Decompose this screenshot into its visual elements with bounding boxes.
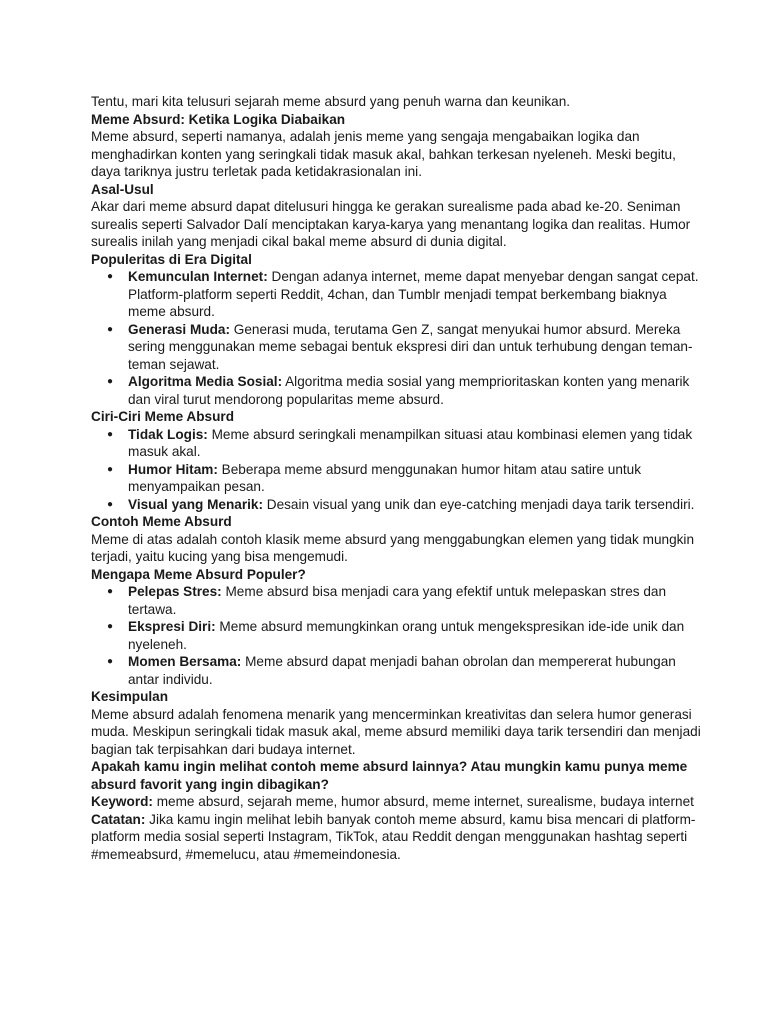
heading-populeritas: Populeritas di Era Digital — [91, 251, 252, 267]
item-text: Generasi muda, terutama Gen Z, sangat menyukai humor absurd. Mereka sering menggunakan meme sebagai bentuk ekspresi diri dan untuk terhubung dengan teman-teman sejawat. — [128, 321, 693, 372]
heading-asal-usul: Asal-Usul — [91, 181, 154, 197]
item-text: Desain visual yang unik dan eye-catching menjadi daya tarik tersendiri. — [262, 496, 695, 512]
list-item — [91, 618, 708, 653]
item-label: Ekspresi Diri: — [128, 619, 216, 634]
list-item — [91, 426, 708, 461]
intro-paragraph: Tentu, mari kita telusuri sejarah meme absurd yang penuh warna dan keunikan. — [91, 94, 571, 109]
item-label: Visual yang Menarik: — [128, 496, 263, 512]
item-label: Generasi Muda: — [128, 321, 230, 337]
paragraph-contoh: Meme di atas adalah contoh klasik meme absurd yang menggabungkan elemen yang tidak mungkin terjadi, yaitu kucing yang bisa mengemudi. — [91, 531, 695, 564]
list-item — [91, 321, 708, 374]
item-text: Algoritma media sosial yang memprioritaskan konten yang menarik dan viral turut mendorong popularitas meme absurd. — [128, 374, 690, 407]
item-text: Meme absurd bisa menjadi cara yang efektif untuk melepaskan stres dan tertawa. — [128, 584, 667, 617]
note-label: Catatan: — [91, 811, 146, 827]
list-item — [91, 583, 708, 618]
item-text: Meme absurd seringkali menampilkan situasi atau kombinasi elemen yang tidak masuk akal. — [128, 426, 693, 459]
item-label: Humor Hitam: — [128, 461, 218, 477]
item-label: Tidak Logis: — [128, 426, 208, 442]
closing-question — [91, 758, 708, 793]
keyword-text: meme absurd, sejarah meme, humor absurd, meme internet, surealisme, budaya internet — [152, 794, 694, 809]
list-populeritas — [91, 268, 708, 408]
heading-kesimpulan: Kesimpulan — [91, 689, 169, 704]
item-label: Pelepas Stres: — [128, 584, 222, 599]
list-item — [91, 653, 708, 688]
item-text: Meme absurd dapat menjadi bahan obrolan dan mempererat hubungan antar individu. — [128, 654, 676, 687]
heading-meme-absurd: Meme Absurd: Ketika Logika Diabaikan — [91, 111, 346, 127]
paragraph-asal-usul: Akar dari meme absurd dapat ditelusuri hingga ke gerakan surealisme pada abad ke-20. Seniman surealis seperti Salvador Dalí menciptakan karya-karya yang menantang logika dan realitas. Humor surealis inilah yang menjadi cikal bakal meme absurd di dunia digital. — [91, 199, 691, 249]
list-mengapa — [91, 583, 708, 688]
item-label: Momen Bersama: — [128, 654, 242, 669]
note-text: Jika kamu ingin melihat lebih banyak contoh meme absurd, kamu bisa mencari di platform-platform media sosial seperti Instagram, TikTok, atau Reddit dengan menggunakan hashtag seperti #memeabsurd, #memelucu, atau #memeindonesia. — [91, 811, 696, 862]
list-ciri-ciri — [91, 426, 708, 514]
paragraph-meme-absurd: Meme absurd, seperti namanya, adalah jenis meme yang sengaja mengabaikan logika dan menghadirkan konten yang seringkali tidak masuk akal, bahkan terkesan nyeleneh. Meski begitu, daya tariknya justru terletak pada ketidakrasionalan ini. — [91, 129, 676, 179]
list-item — [91, 496, 708, 514]
paragraph-kesimpulan: Meme absurd adalah fenomena menarik yang mencerminkan kreativitas dan selera humor generasi muda. Meskipun seringkali tidak masuk akal, meme absurd memiliki daya tarik tersendiri dan menjadi bagian tak terpisahkan dari budaya internet. — [91, 706, 701, 757]
heading-ciri-ciri: Ciri-Ciri Meme Absurd — [91, 409, 235, 424]
item-text: Meme absurd memungkinkan orang untuk mengekspresikan ide-ide unik dan nyeleneh. — [128, 619, 685, 652]
keyword-line — [91, 793, 708, 811]
heading-contoh: Contoh Meme Absurd — [91, 514, 232, 529]
list-item — [91, 373, 708, 408]
note-line — [91, 811, 708, 864]
item-text: Beberapa meme absurd menggunakan humor hitam atau satire untuk menyampaikan pesan. — [128, 461, 642, 494]
keyword-label: Keyword: — [91, 794, 153, 809]
item-label: Kemunculan Internet: — [128, 269, 268, 284]
list-item — [91, 461, 708, 496]
list-item — [91, 268, 708, 321]
item-text: Dengan adanya internet, meme dapat menyebar dengan sangat cepat. Platform-platform seperti Reddit, 4chan, dan Tumblr menjadi tempat berkembang biaknya meme absurd. — [128, 269, 699, 319]
heading-mengapa: Mengapa Meme Absurd Populer? — [91, 566, 306, 582]
item-label: Algoritma Media Sosial: — [128, 374, 283, 389]
question-text: Apakah kamu ingin melihat contoh meme absurd lainnya? Atau mungkin kamu punya meme absurd favorit yang ingin dibagikan? — [91, 759, 688, 792]
